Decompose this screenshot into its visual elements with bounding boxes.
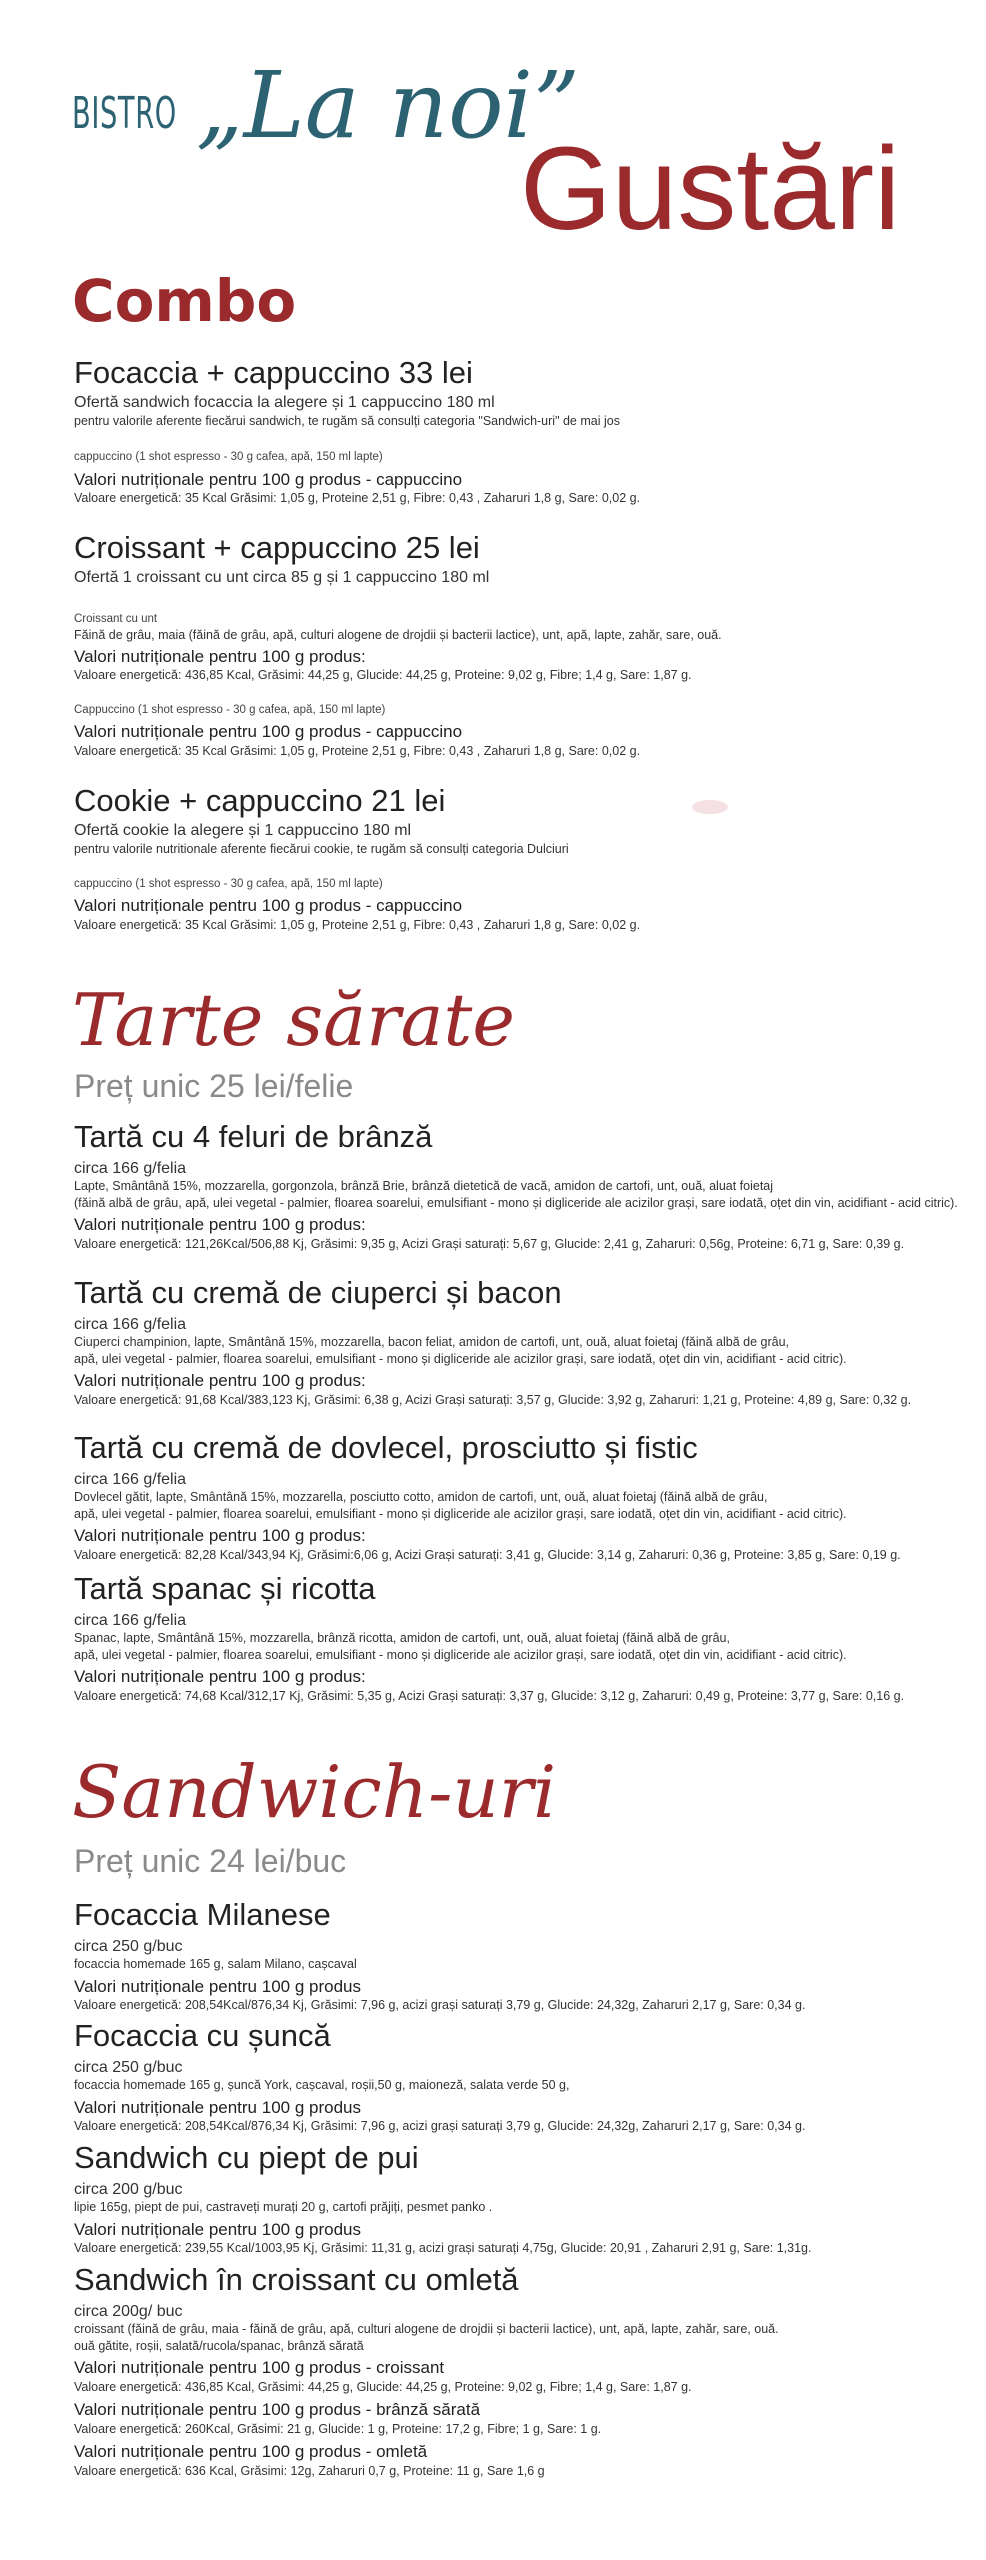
logo-la-noi-text: „La noi” bbox=[196, 52, 580, 159]
combo-item-offer: Ofertă cookie la alegere și 1 cappuccino 180 ml bbox=[74, 822, 412, 839]
combo-item-nutrition-heading: Valori nutriționale pentru 100 g produs - cappuccino bbox=[74, 722, 463, 741]
combo-item-detail: Cappuccino (1 shot espresso - 30 g cafea, apă, 150 ml lapte) bbox=[74, 704, 386, 716]
sandwich-item-nutrition-heading: Valori nutriționale pentru 100 g produs - omletă bbox=[74, 2442, 428, 2461]
combo-item-offer: Ofertă 1 croissant cu unt circa 85 g și 1 cappuccino 180 ml bbox=[74, 569, 490, 586]
tart-item-ingredients: apă, ulei vegetal - palmier, floarea soarelui, emulsifiant - mono și digliceride ale acizilor grași, sare iodată, oțet din vin, acidifiant - acid citric). bbox=[74, 1352, 847, 1366]
combo-item-note: pentru valorile aferente fiecărui sandwich, te rugăm să consulți categoria "Sandwich-uri" de mai jos bbox=[74, 414, 620, 428]
tart-item-weight: circa 166 g/felia bbox=[74, 1471, 187, 1488]
section-price-sandwich: Preț unic 24 lei/buc bbox=[74, 1843, 347, 1879]
sandwich-item-nutrition-values: Valoare energetică: 208,54Kcal/876,34 Kj, Grăsimi: 7,96 g, acizi grași saturați 3,79 g, Glucide: 24,32g, Zaharuri 2,17 g, Sare: 0,34 g. bbox=[74, 2119, 806, 2133]
combo-item-detail: Făină de grâu, maia (făină de grâu, apă, culturi alogene de drojdii și bacterii lactice), unt, apă, lapte, zahăr, sare, ouă. bbox=[74, 628, 722, 642]
tart-item-nutrition-heading: Valori nutriționale pentru 100 g produs: bbox=[74, 1215, 366, 1234]
combo-item-nutrition-heading: Valori nutriționale pentru 100 g produs - cappuccino bbox=[74, 896, 463, 915]
sandwich-item-ingredients: lipie 165g, piept de pui, castraveți murați 20 g, cartofi prăjiți, pesmet panko . bbox=[74, 2200, 493, 2214]
sandwich-item-nutrition-heading: Valori nutriționale pentru 100 g produs - croissant bbox=[74, 2358, 445, 2377]
sandwich-item-title: Focaccia cu șuncă bbox=[74, 2018, 331, 2053]
tart-item-weight: circa 166 g/felia bbox=[74, 1316, 187, 1333]
tart-item-title: Tartă spanac și ricotta bbox=[74, 1571, 376, 1606]
combo-item-note: pentru valorile nutritionale aferente fiecărui cookie, te rugăm să consulți categoria Dulciuri bbox=[74, 842, 569, 856]
section-heading-sandwich: Sandwich-uri bbox=[72, 1750, 557, 1834]
sandwich-item-weight: circa 250 g/buc bbox=[74, 2059, 183, 2076]
section-heading-combo: Combo bbox=[72, 267, 297, 335]
combo-item-title: Cookie + cappuccino 21 lei bbox=[74, 783, 446, 818]
tart-item-nutrition-heading: Valori nutriționale pentru 100 g produs: bbox=[74, 1667, 366, 1686]
tart-item-nutrition-values: Valoare energetică: 91,68 Kcal/383,123 Kj, Grăsimi: 6,38 g, Acizi Grași saturați: 3,57 g, Glucide: 3,92 g, Zaharuri: 1,21 g, Proteine: 4,89 g, Sare: 0,32 g. bbox=[74, 1393, 912, 1407]
tart-item-nutrition-values: Valoare energetică: 121,26Kcal/506,88 Kj, Grăsimi: 9,35 g, Acizi Grași saturați: 5,67 g, Glucide: 2,41 g, Zaharuri: 0,56g, Proteine: 6,71 g, Sare: 0,39 g. bbox=[74, 1237, 905, 1251]
combo-item-detail: cappuccino (1 shot espresso - 30 g cafea, apă, 150 ml lapte) bbox=[74, 878, 383, 890]
sandwich-item-ingredients: croissant (făină de grâu, maia - făină de grâu, apă, culturi alogene de drojdii și bacterii lactice), unt, apă, lapte, zahăr, sare, ouă. bbox=[74, 2322, 779, 2336]
sandwich-item-ingredients: focaccia homemade 165 g, salam Milano, cașcaval bbox=[74, 1957, 357, 1971]
combo-item-nutrition-values: Valoare energetică: 436,85 Kcal, Grăsimi: 44,25 g, Glucide: 44,25 g, Proteine: 9,02 g, Fibre; 1,4 g, Sare: 1,87 g. bbox=[74, 668, 692, 682]
tart-item-title: Tartă cu cremă de dovlecel, prosciutto și fistic bbox=[74, 1430, 698, 1465]
sandwich-item-nutrition-values: Valoare energetică: 436,85 Kcal, Grăsimi: 44,25 g, Glucide: 44,25 g, Proteine: 9,02 g, Fibre; 1,4 g, Sare: 1,87 g. bbox=[74, 2380, 692, 2394]
tart-item-ingredients: Ciuperci champinion, lapte, Smântână 15%, mozzarella, bacon feliat, amidon de cartofi, unt, ouă, aluat foietaj (făină albă de grâu, bbox=[74, 1335, 790, 1349]
sandwich-item-nutrition-heading: Valori nutriționale pentru 100 g produs bbox=[74, 2220, 361, 2239]
sandwich-item-title: Sandwich cu piept de pui bbox=[74, 2140, 419, 2175]
logo-bistro-text: BISTRO bbox=[72, 88, 177, 139]
tart-item-title: Tartă cu cremă de ciuperci și bacon bbox=[74, 1275, 562, 1310]
sandwich-item-weight: circa 200g/ buc bbox=[74, 2303, 183, 2320]
sandwich-item-nutrition-values: Valoare energetică: 260Kcal, Grăsimi: 21 g, Glucide: 1 g, Proteine: 17,2 g, Fibre; 1 g, Sare: 1 g. bbox=[74, 2422, 602, 2436]
sandwich-item-weight: circa 250 g/buc bbox=[74, 1938, 183, 1955]
sandwich-item-nutrition-heading: Valori nutriționale pentru 100 g produs bbox=[74, 1977, 361, 1996]
combo-item-nutrition-heading: Valori nutriționale pentru 100 g produs - cappuccino bbox=[74, 470, 463, 489]
sandwich-item-nutrition-values: Valoare energetică: 208,54Kcal/876,34 Kj, Grăsimi: 7,96 g, acizi grași saturați 3,79 g, Glucide: 24,32g, Zaharuri 2,17 g, Sare: 0,34 g. bbox=[74, 1998, 806, 2012]
combo-item-title: Croissant + cappuccino 25 lei bbox=[74, 530, 480, 565]
sandwich-item-ingredients: ouă gătite, roșii, salată/rucola/spanac, brânză sărată bbox=[74, 2339, 364, 2353]
combo-item-title: Focaccia + cappuccino 33 lei bbox=[74, 355, 473, 390]
tart-item-nutrition-heading: Valori nutriționale pentru 100 g produs: bbox=[74, 1526, 366, 1545]
combo-item-nutrition-values: Valoare energetică: 35 Kcal Grăsimi: 1,05 g, Proteine 2,51 g, Fibre: 0,43 , Zaharuri 1,8 g, Sare: 0,02 g. bbox=[74, 491, 641, 505]
tart-item-nutrition-heading: Valori nutriționale pentru 100 g produs: bbox=[74, 1371, 366, 1390]
combo-item-offer: Ofertă sandwich focaccia la alegere și 1 cappuccino 180 ml bbox=[74, 394, 495, 411]
sandwich-item-title: Focaccia Milanese bbox=[74, 1897, 331, 1932]
sandwich-item-ingredients: focaccia homemade 165 g, șuncă York, cașcaval, roșii,50 g, maioneză, salata verde 50 g, bbox=[74, 2078, 570, 2092]
section-price-tarte: Preț unic 25 lei/felie bbox=[74, 1068, 354, 1104]
sandwich-item-nutrition-values: Valoare energetică: 636 Kcal, Grăsimi: 12g, Zaharuri 0,7 g, Proteine: 11 g, Sare 1,6 g bbox=[74, 2464, 545, 2478]
decorative-smudge bbox=[692, 800, 728, 814]
tart-item-ingredients: apă, ulei vegetal - palmier, floarea soarelui, emulsifiant - mono și digliceride ale acizilor grași, sare iodată, oțet din vin, acidifiant - acid citric). bbox=[74, 1648, 847, 1662]
tart-item-weight: circa 166 g/felia bbox=[74, 1160, 187, 1177]
section-heading-tarte: Tarte sărate bbox=[72, 978, 515, 1062]
combo-item-nutrition-heading: Valori nutriționale pentru 100 g produs: bbox=[74, 647, 366, 666]
tart-item-ingredients: apă, ulei vegetal - palmier, floarea soarelui, emulsifiant - mono și digliceride ale acizilor grași, sare iodată, oțet din vin, acidifiant - acid citric). bbox=[74, 1507, 847, 1521]
tart-item-weight: circa 166 g/felia bbox=[74, 1612, 187, 1629]
sandwich-item-nutrition-values: Valoare energetică: 239,55 Kcal/1003,95 Kj, Grăsimi: 11,31 g, acizi grași saturați 4,75g, Glucide: 20,91 , Zaharuri 2,91 g, Sare: 1,31g. bbox=[74, 2241, 812, 2255]
sandwich-item-title: Sandwich în croissant cu omletă bbox=[74, 2262, 519, 2297]
tart-item-nutrition-values: Valoare energetică: 82,28 Kcal/343,94 Kj, Grăsimi:6,06 g, Acizi Grași saturați: 3,41 g, Glucide: 3,14 g, Zaharuri: 0,36 g, Proteine: 3,85 g, Sare: 0,19 g. bbox=[74, 1548, 901, 1562]
tart-item-nutrition-values: Valoare energetică: 74,68 Kcal/312,17 Kj, Grăsimi: 5,35 g, Acizi Grași saturați: 3,37 g, Glucide: 3,12 g, Zaharuri: 0,49 g, Proteine: 3,77 g, Sare: 0,16 g. bbox=[74, 1689, 905, 1703]
tart-item-ingredients: Spanac, lapte, Smântână 15%, mozzarella, brânză ricotta, amidon de cartofi, unt, ouă, aluat foietaj (făină albă de grâu, bbox=[74, 1631, 730, 1645]
combo-item-nutrition-values: Valoare energetică: 35 Kcal Grăsimi: 1,05 g, Proteine 2,51 g, Fibre: 0,43 , Zaharuri 1,8 g, Sare: 0,02 g. bbox=[74, 918, 641, 932]
combo-item-detail-heading: Croissant cu unt bbox=[74, 613, 158, 625]
combo-item-detail: cappuccino (1 shot espresso - 30 g cafea, apă, 150 ml lapte) bbox=[74, 451, 383, 463]
tart-item-ingredients: Dovlecel gătit, lapte, Smântână 15%, mozzarella, posciutto cotto, amidon de cartofi, unt, ouă, aluat foietaj (făină albă de grâu, bbox=[74, 1490, 768, 1504]
tart-item-ingredients: (făină albă de grâu, apă, ulei vegetal - palmier, floarea soarelui, emulsifiant - mono și digliceride ale acizilor grași, sare iodată, oțet din vin, acidifiant - acid citric). bbox=[74, 1196, 958, 1210]
sandwich-item-weight: circa 200 g/buc bbox=[74, 2181, 183, 2198]
sandwich-item-nutrition-heading: Valori nutriționale pentru 100 g produs bbox=[74, 2098, 361, 2117]
tart-item-title: Tartă cu 4 feluri de brânză bbox=[74, 1119, 433, 1154]
page-title: Gustări bbox=[520, 123, 901, 255]
sandwich-item-nutrition-heading: Valori nutriționale pentru 100 g produs - brânză sărată bbox=[74, 2400, 481, 2419]
combo-item-nutrition-values: Valoare energetică: 35 Kcal Grăsimi: 1,05 g, Proteine 2,51 g, Fibre: 0,43 , Zaharuri 1,8 g, Sare: 0,02 g. bbox=[74, 744, 641, 758]
tart-item-ingredients: Lapte, Smântână 15%, mozzarella, gorgonzola, brânză Brie, brânză dietetică de vacă, amidon de cartofi, unt, ouă, aluat foietaj bbox=[74, 1179, 774, 1193]
